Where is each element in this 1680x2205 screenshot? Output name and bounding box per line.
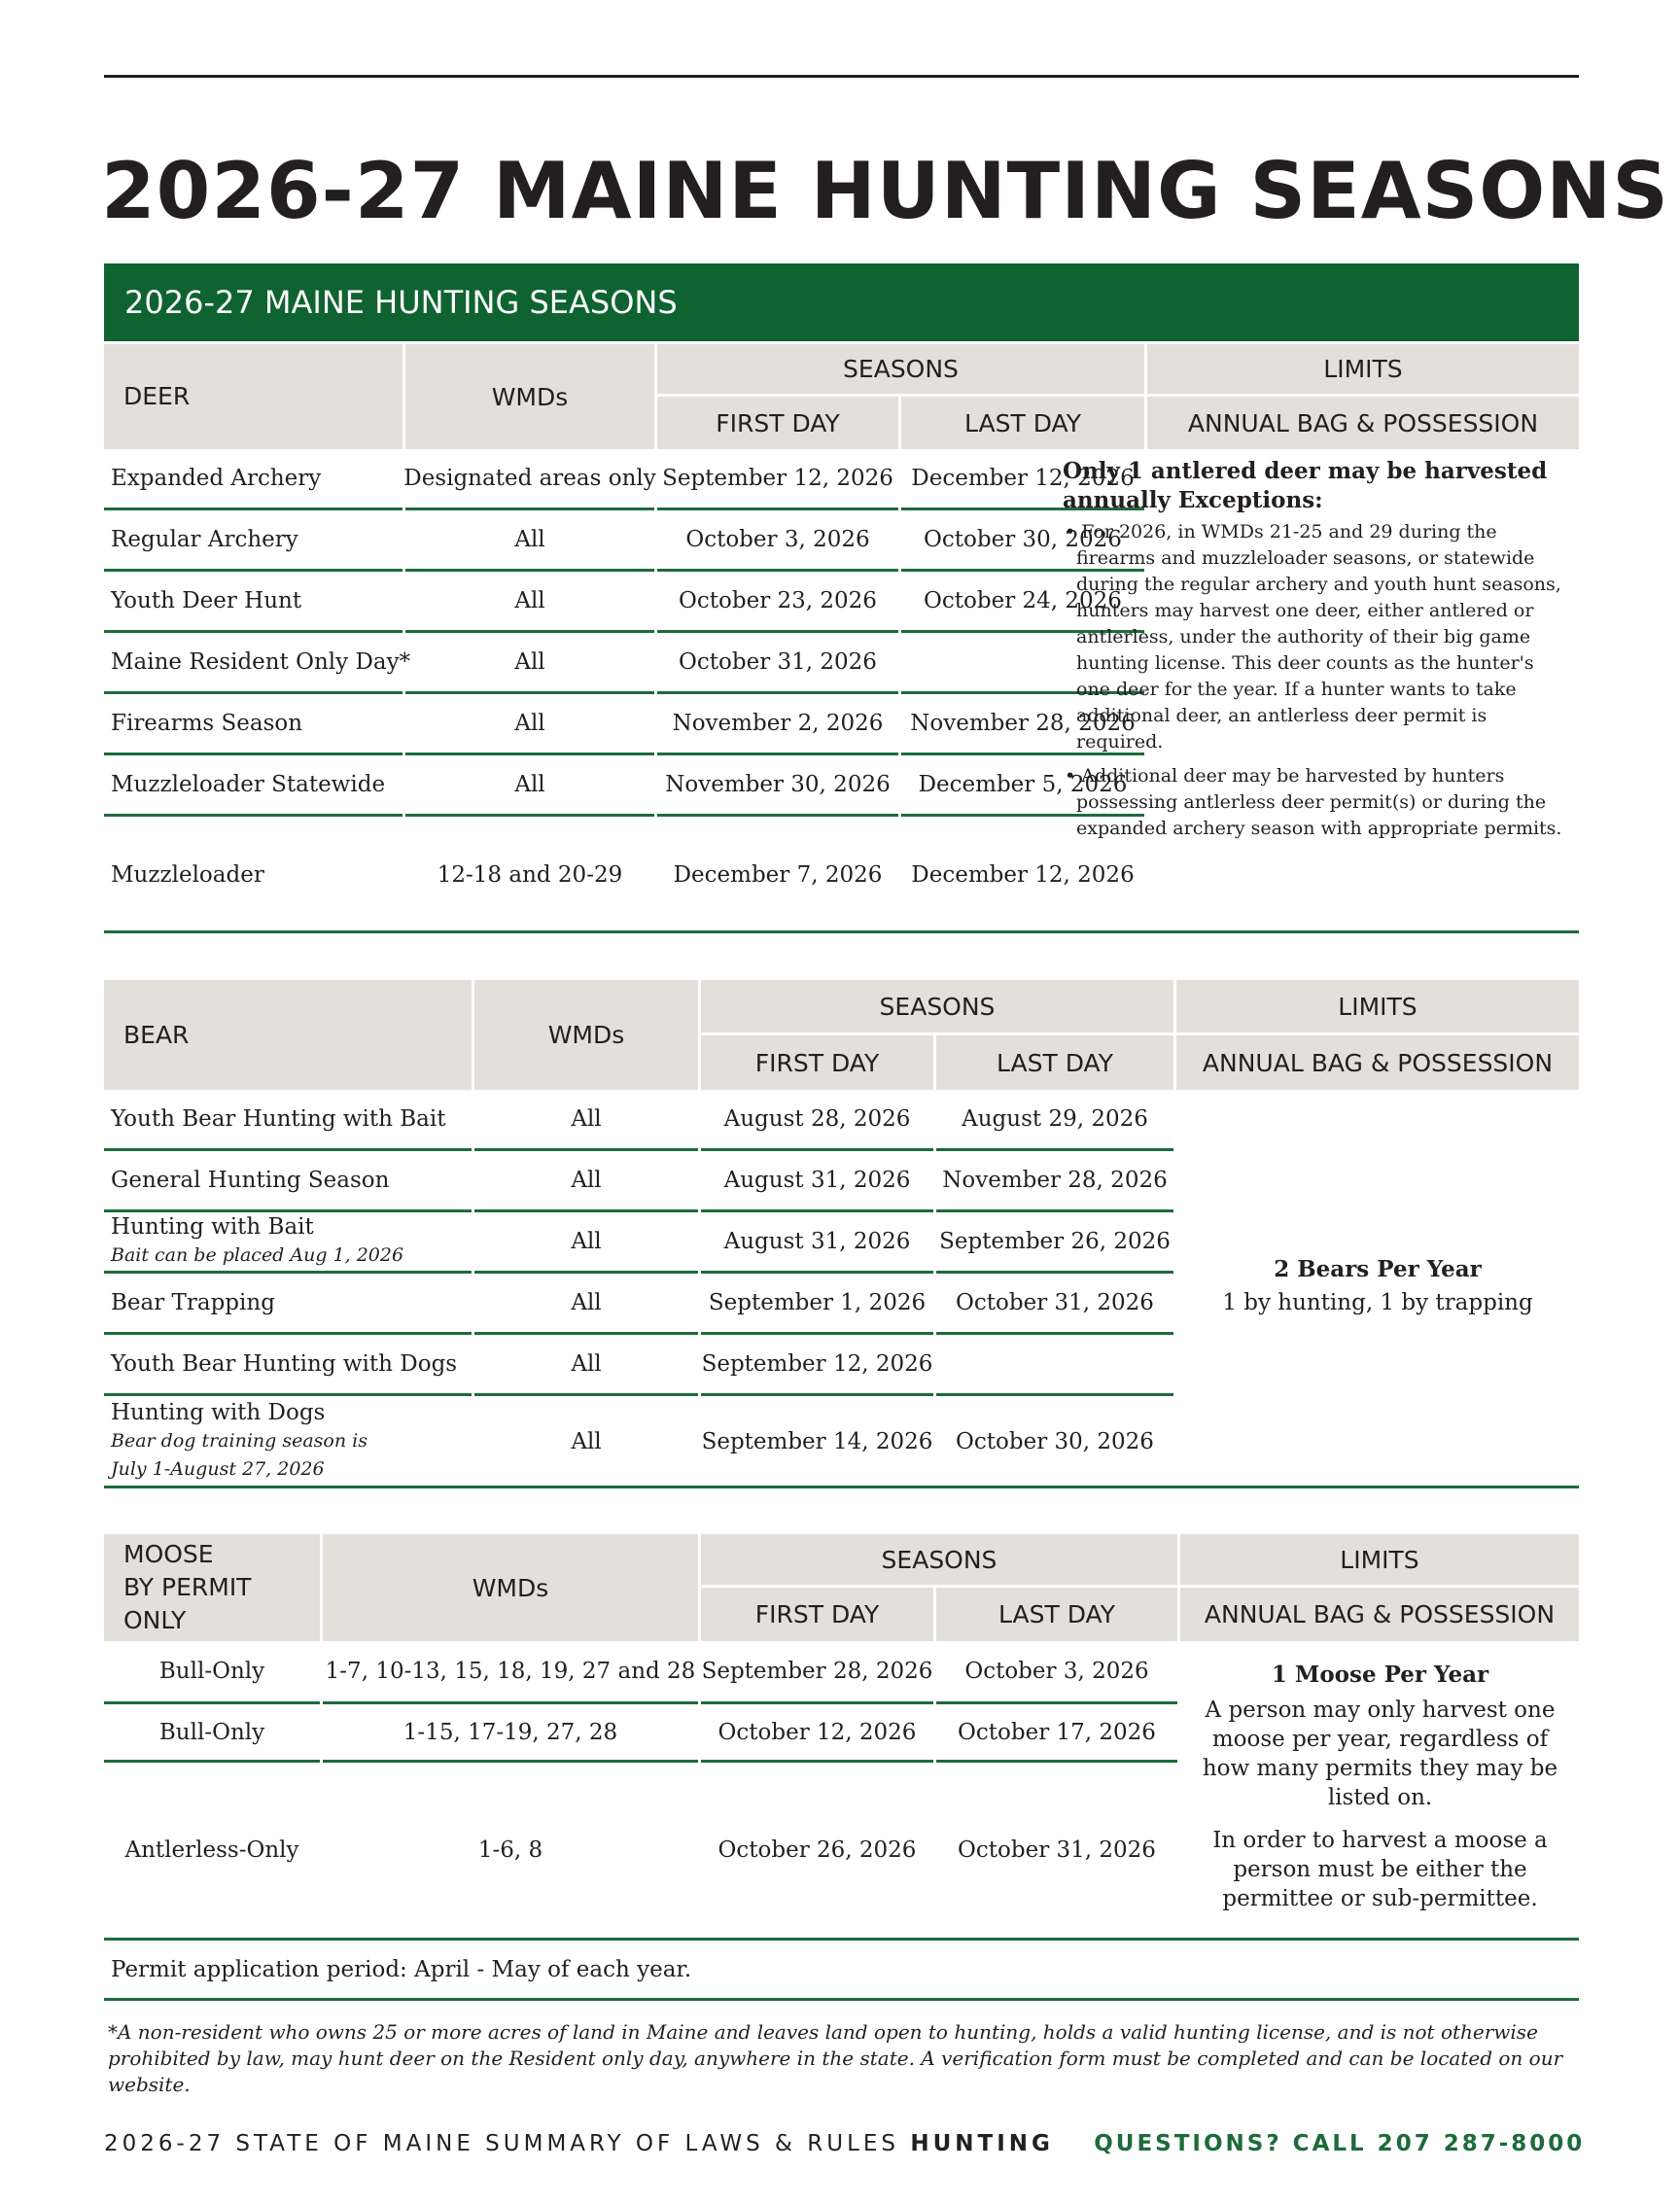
bear-header-wmds: WMDs (474, 980, 698, 1090)
deer-row-last-day: November 28, 2026 (901, 694, 1144, 755)
moose-row-name: Antlerless-Only (124, 1838, 299, 1863)
deer-row-last-day: October 30, 2026 (901, 510, 1144, 572)
deer-limit-list (1063, 519, 1568, 842)
moose-header-limits: LIMITS (1180, 1534, 1579, 1585)
bear-row-wmds: All (571, 1428, 602, 1454)
bear-row-note: July 1-August 27, 2026 (111, 1458, 325, 1480)
moose-limit-detail: A person may only harvest one moose per year, regardless of how many permits they may be listed on. (1202, 1698, 1558, 1810)
bear-row-first-day: August 28, 2026 (701, 1090, 933, 1151)
bear-header-label: BEAR (104, 980, 472, 1090)
moose-row-wmds: 1-15, 17-19, 27, 28 (323, 1704, 698, 1763)
moose-header-annual-bag: ANNUAL BAG & POSSESSION (1180, 1588, 1579, 1641)
moose-header-line2: BY PERMIT ONLY (123, 1573, 252, 1634)
deer-header-annual-bag: ANNUAL BAG & POSSESSION (1147, 397, 1579, 449)
moose-row-first-day: September 28, 2026 (701, 1641, 933, 1704)
bear-row-wmds: All (474, 1151, 698, 1212)
table-banner: 2026-27 MAINE HUNTING SEASONS (104, 263, 1579, 341)
bear-limit-detail: 1 by hunting, 1 by trapping (1222, 1290, 1533, 1315)
bear-header-limits: LIMITS (1176, 980, 1579, 1032)
bear-header-annual-bag: ANNUAL BAG & POSSESSION (1176, 1035, 1579, 1090)
moose-header-line1: MOOSE (123, 1540, 214, 1568)
bear-row-last-day: October 30, 2026 (956, 1428, 1154, 1454)
deer-row-name: Regular Archery (104, 510, 402, 572)
bear-row-wmds: All (474, 1090, 698, 1151)
moose-header-first-day: FIRST DAY (701, 1588, 933, 1641)
moose-row-name: Bull-Only (104, 1704, 320, 1763)
deer-row-name: Muzzleloader (111, 862, 264, 888)
deer-row-first-day: November 30, 2026 (657, 755, 898, 817)
deer-row-first-day: October 23, 2026 (657, 572, 898, 633)
moose-limits (1193, 1661, 1567, 1913)
deer-row-wmds: All (405, 572, 654, 633)
deer-row-wmds: All (405, 633, 654, 694)
moose-bottom-rule (104, 1998, 1579, 2001)
bear-bottom-rule (104, 1486, 1579, 1488)
deer-bottom-rule (104, 930, 1579, 933)
deer-row-last-day: December 12, 2026 (911, 862, 1135, 888)
deer-row-name: Muzzleloader Statewide (104, 755, 402, 817)
bear-row-title: Youth Bear Hunting with Dogs (111, 1351, 458, 1377)
bear-row-first-day: September 14, 2026 (701, 1428, 933, 1454)
deer-row-wmds: Designated areas only (405, 449, 654, 510)
moose-header-label (104, 1534, 320, 1641)
moose-row-wmds: 1-6, 8 (477, 1838, 543, 1863)
deer-row-first-day: October 31, 2026 (657, 633, 898, 694)
moose-row-first-day: October 12, 2026 (701, 1704, 933, 1763)
bear-limit-heading: 2 Bears Per Year (1274, 1256, 1482, 1282)
moose-header-wmds: WMDs (323, 1534, 698, 1641)
page-title: 2026-27 MAINE HUNTING SEASONS (101, 146, 1669, 236)
bear-row-name (104, 1212, 472, 1274)
moose-header-seasons: SEASONS (701, 1534, 1177, 1585)
moose-row-last-day: October 3, 2026 (936, 1641, 1177, 1704)
bear-limits (1176, 1252, 1579, 1320)
bear-row-wmds: All (474, 1335, 698, 1396)
moose-section (104, 1534, 1579, 2006)
deer-header-label: DEER (104, 344, 402, 449)
bear-row-name (104, 1151, 472, 1212)
deer-row-name: Expanded Archery (104, 449, 402, 510)
deer-header-limits: LIMITS (1147, 344, 1579, 394)
bear-row-first-day: August 31, 2026 (701, 1151, 933, 1212)
deer-row-name: Youth Deer Hunt (104, 572, 402, 633)
deer-row-first-day: November 2, 2026 (657, 694, 898, 755)
deer-limits (1063, 457, 1568, 850)
deer-row-name: Firearms Season (104, 694, 402, 755)
footer-section: HUNTING (910, 2131, 1054, 2156)
deer-row-last-day: October 24, 2026 (901, 572, 1144, 633)
deer-row-wmds: All (405, 755, 654, 817)
bear-row-last-day: October 31, 2026 (936, 1274, 1173, 1335)
bear-row-title: Hunting with Bait (111, 1214, 314, 1240)
deer-header-first-day: FIRST DAY (657, 397, 898, 449)
bear-row-title: Youth Bear Hunting with Bait (111, 1106, 446, 1132)
deer-row-name: Maine Resident Only Day* (104, 633, 402, 694)
bear-row-wmds: All (474, 1274, 698, 1335)
bear-row-name (104, 1274, 472, 1335)
bear-row-first-day: August 31, 2026 (701, 1212, 933, 1274)
bear-header-last-day: LAST DAY (936, 1035, 1173, 1090)
bear-row-first-day: September 12, 2026 (701, 1335, 933, 1396)
bear-row-wmds: All (474, 1212, 698, 1274)
bear-row-title: Hunting with Dogs (111, 1400, 326, 1425)
footer-publication: 2026-27 STATE OF MAINE SUMMARY OF LAWS & RULES (104, 2131, 900, 2156)
deer-limit-bullet: • For 2026, in WMDs 21-25 and 29 during the firearms and muzzleloader seasons, or statewide during the regular archery and youth hunt seasons, hunters may harvest one deer, either antlered or antlerless, under the authority of their big game hunting license. This deer counts as the hunter's one deer for the year. If a hunter wants to take additional deer, an antlerless deer permit is required. (1063, 519, 1568, 755)
bear-row-title: Bear Trapping (111, 1290, 275, 1315)
deer-header-last-day: LAST DAY (901, 397, 1144, 449)
bear-row-last-day: November 28, 2026 (936, 1151, 1173, 1212)
moose-row-name: Bull-Only (104, 1641, 320, 1704)
bear-row-note: Bait can be placed Aug 1, 2026 (111, 1244, 404, 1266)
bear-row-name (104, 1335, 472, 1396)
bear-row-note: Bear dog training season is (111, 1430, 368, 1452)
resident-day-footnote: *A non-resident who owns 25 or more acres of land in Maine and leaves land open to hunting, holds a valid hunting license, and is not otherwise prohibited by law, may hunt deer on the Resident only day, anywhere in the state. A verification form must be completed and can be located on our website. (108, 2020, 1563, 2096)
deer-row-first-day: December 7, 2026 (673, 862, 883, 888)
page-footer (104, 2131, 1592, 2156)
moose-header-last-day: LAST DAY (936, 1588, 1177, 1641)
deer-row-wmds: 12-18 and 20-29 (437, 862, 623, 888)
top-rule (104, 75, 1579, 78)
bear-row-name (104, 1396, 472, 1487)
moose-row-last-day: October 31, 2026 (958, 1838, 1156, 1863)
moose-limit-detail: In order to harvest a moose a person must be either the permittee or sub-permittee. (1212, 1828, 1548, 1911)
moose-permit-period: Permit application period: April - May of each year. (111, 1956, 692, 1982)
deer-limit-heading: Only 1 antlered deer may be harvested annually Exceptions: (1063, 458, 1548, 513)
deer-row-last-day: December 12, 2026 (901, 449, 1144, 510)
bear-row-last-day: September 26, 2026 (936, 1212, 1173, 1274)
bear-header-seasons: SEASONS (701, 980, 1173, 1032)
bear-section (104, 980, 1579, 1488)
bear-row-last-day (936, 1335, 1173, 1396)
bear-header-first-day: FIRST DAY (701, 1035, 933, 1090)
deer-row-first-day: September 12, 2026 (657, 449, 898, 510)
deer-row-wmds: All (405, 510, 654, 572)
deer-row-first-day: October 3, 2026 (657, 510, 898, 572)
moose-row-last-day: October 17, 2026 (936, 1704, 1177, 1763)
bear-row-first-day: September 1, 2026 (701, 1274, 933, 1335)
deer-header-wmds: WMDs (405, 344, 654, 449)
deer-limit-bullet: • Additional deer may be harvested by hunters possessing antlerless deer permit(s) or during the expanded archery season with appropriate permits. (1063, 763, 1568, 842)
moose-row-wmds: 1-7, 10-13, 15, 18, 19, 27 and 28 (323, 1641, 698, 1704)
deer-row-last-day: December 5, 2026 (901, 755, 1144, 817)
bear-row-title: General Hunting Season (111, 1168, 390, 1193)
moose-row-first-day: October 26, 2026 (718, 1838, 917, 1863)
deer-header-seasons: SEASONS (657, 344, 1144, 394)
moose-limit-heading: 1 Moose Per Year (1271, 1662, 1489, 1688)
bear-row-name (104, 1090, 472, 1151)
deer-row-wmds: All (405, 694, 654, 755)
footer-phone: QUESTIONS? CALL 207 287-8000 (1094, 2131, 1586, 2156)
bear-row-last-day: August 29, 2026 (936, 1090, 1173, 1151)
